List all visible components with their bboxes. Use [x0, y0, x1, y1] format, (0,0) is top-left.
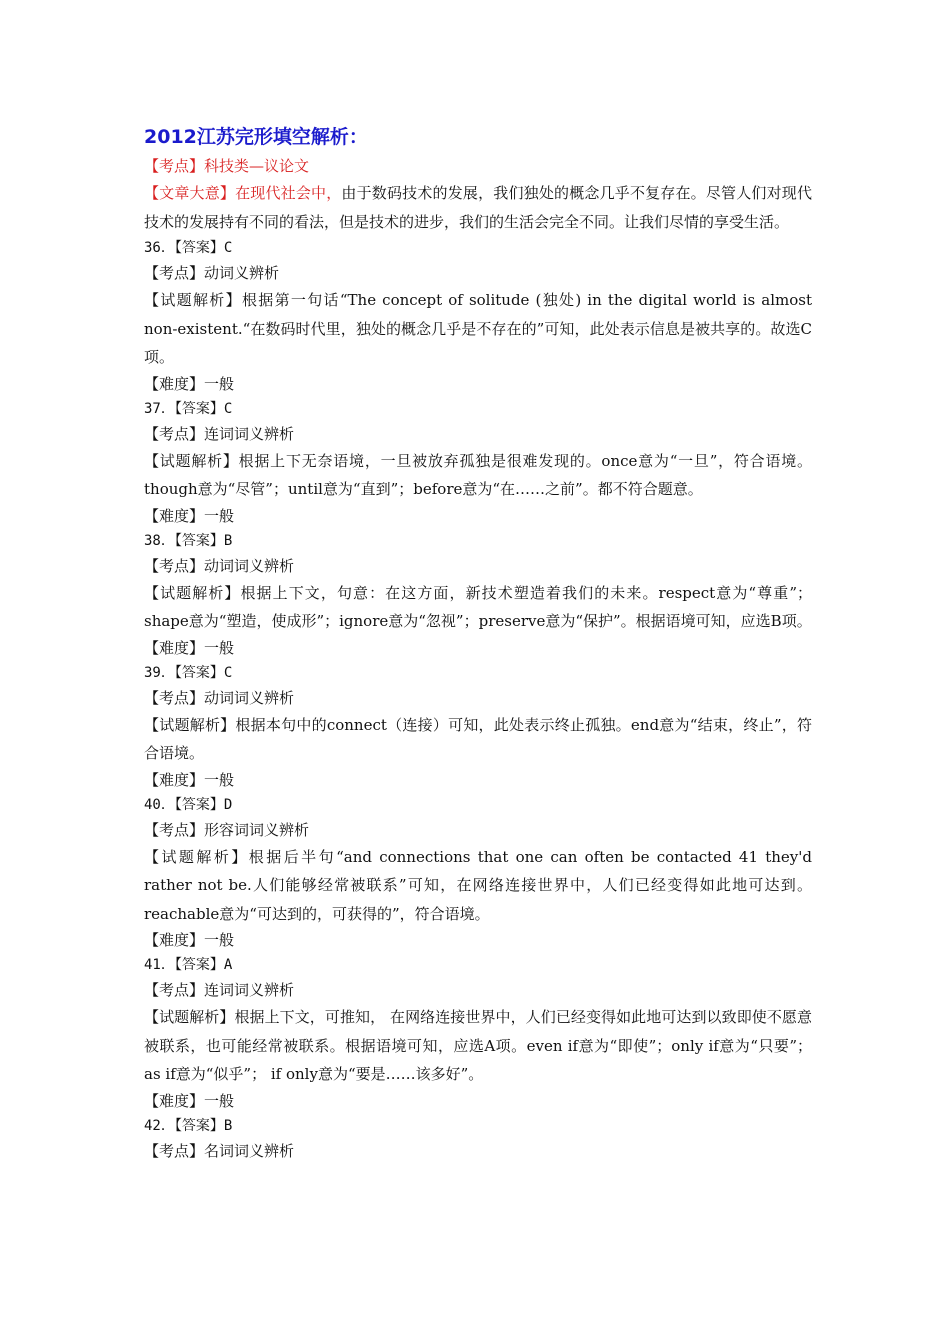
item-38 — [144, 529, 812, 661]
summary-text: 由于数码技术的发展，我们独处的概念几乎不复存在。尽管人们对现代技术的发展持有不同的看法，但是技术的进步，我们的生活会完全不同。让我们尽情的享受生活。 — [144, 184, 812, 231]
summary-paragraph — [144, 179, 812, 236]
point-line: 【考点】连词词义辨析 — [144, 981, 295, 999]
document-page — [144, 122, 812, 1164]
document-title: 2012江苏完形填空解析： — [144, 126, 368, 148]
point-line: 【考点】名词词义辨析 — [144, 1141, 295, 1160]
difficulty-line: 【难度】一般 — [144, 770, 235, 789]
difficulty-line: 【难度】一般 — [144, 931, 235, 949]
item-36 — [144, 236, 812, 397]
summary-label: 【文章大意】 — [144, 184, 236, 202]
point-line: 【考点】连词词义辨析 — [144, 424, 295, 443]
item-39 — [144, 661, 812, 793]
answer-line: 36．【答案】C — [144, 240, 233, 256]
analysis-paragraph: 【试题解析】根据上下无奈语境，一旦被放弃孤独是很难发现的。once意为“一旦”，符合语境。though意为“尽管”；until意为“直到”；before意为“在……之前”。都不符合题意。 — [144, 451, 812, 498]
analysis-paragraph: 【试题解析】根据上下文，可推知， 在网络连接世界中，人们已经变得如此地可达到以致即使不愿意被联系，也可能经常被联系。根据语境可知，应选A项。even if意为“即使”；only if意为“只要”； as if意为“似乎”； if only意为“要是……该多好”。 — [144, 1008, 812, 1083]
item-41 — [144, 953, 812, 1114]
point-line: 【考点】动词词义辨析 — [144, 556, 295, 575]
answer-line: 40．【答案】D — [144, 796, 233, 813]
analysis-paragraph: 【试题解析】根据本句中的connect（连接）可知，此处表示终止孤独。end意为“结束，终止”，符合语境。 — [144, 715, 812, 762]
topic-line: 【考点】科技类—议论文 — [144, 157, 310, 175]
answer-line: 41．【答案】A — [144, 957, 233, 973]
analysis-paragraph: 【试题解析】根据第一句话“The concept of solitude (独处) in the digital world is almost non-existent.“在数码时代里，独处的概念几乎是不存在的”可知，此处表示信息是被共享的。故选C项。 — [144, 291, 812, 366]
analysis-paragraph: 【试题解析】根据上下文，句意：在这方面，新技术塑造着我们的未来。respect意为“尊重”；shape意为“塑造，使成形”；ignore意为“忽视”；preserve意为“保护”。根据语境可知，应选B项。 — [144, 583, 812, 630]
difficulty-line: 【难度】一般 — [144, 1091, 235, 1110]
answer-line: 37．【答案】C — [144, 400, 233, 417]
answer-line: 39．【答案】C — [144, 664, 233, 681]
item-42 — [144, 1114, 812, 1164]
summary-red-text: 在现代社会中， — [235, 184, 342, 202]
difficulty-line: 【难度】一般 — [144, 506, 235, 525]
difficulty-line: 【难度】一般 — [144, 374, 235, 393]
item-37 — [144, 397, 812, 529]
point-line: 【考点】动词义辨析 — [144, 264, 280, 282]
difficulty-line: 【难度】一般 — [144, 638, 235, 657]
answer-line: 38．【答案】B — [144, 532, 233, 549]
item-40 — [144, 793, 812, 954]
analysis-paragraph: 【试题解析】根据后半句“and connections that one can often be contacted 41 they'd rather not be.人们能够经常被联系”可知，在网络连接世界中，人们已经变得如此地可达到。reachable意为“可达到的，可获得的”，符合语境。 — [144, 847, 812, 923]
answer-line: 42．【答案】B — [144, 1117, 233, 1134]
point-line: 【考点】形容词词义辨析 — [144, 820, 310, 839]
point-line: 【考点】动词词义辨析 — [144, 688, 295, 707]
